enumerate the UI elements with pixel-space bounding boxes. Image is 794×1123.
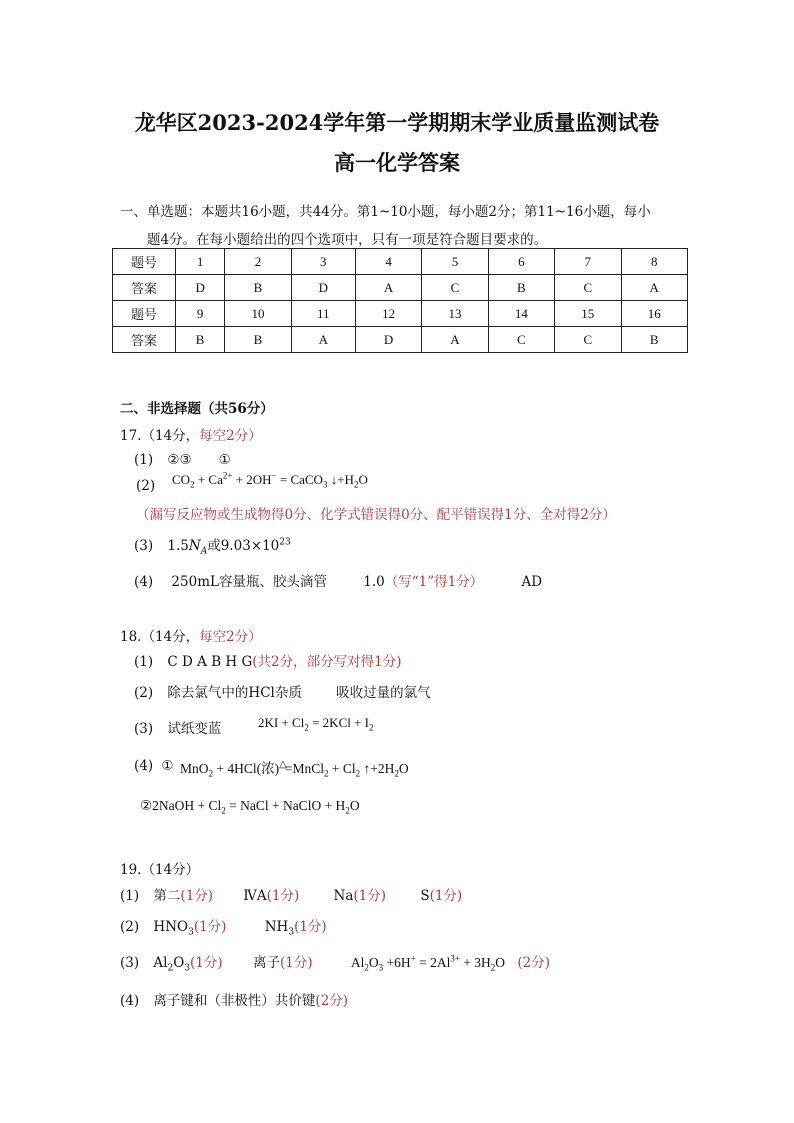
- table-cell: A: [422, 327, 488, 353]
- q19-item-3: [120, 951, 550, 974]
- score-note: (1分): [193, 919, 227, 935]
- table-cell: A: [291, 327, 355, 353]
- q18-score: 18.（14分，: [120, 629, 200, 645]
- item-number: (1): [120, 888, 140, 904]
- q17-item-2-number: (2): [136, 478, 156, 494]
- table-cell: 11: [291, 301, 355, 327]
- q18-answer-2a: 除去氯气中的HCl杂质: [167, 685, 302, 701]
- avogadro-subscript: A: [200, 546, 208, 557]
- row-label: 答案: [113, 275, 176, 301]
- item-number: (2): [134, 685, 154, 701]
- q18-answer-3a: 试纸变蓝: [167, 721, 222, 737]
- q17-answer-4-note: （写“1”得1分）: [384, 574, 484, 590]
- score-note: (2分): [315, 993, 349, 1009]
- table-cell: 2: [225, 249, 291, 275]
- table-row: [113, 327, 688, 353]
- q18-equation-3: 2NaOH + $Cl_2$ = NaCl + NaClO + $H_2O$: [152, 798, 360, 816]
- q17-exponent: 23: [279, 537, 291, 548]
- row-label: 题号: [113, 301, 176, 327]
- q18-equation-1: $2KI + Cl_2 = 2KCl + I_2$: [258, 715, 374, 733]
- table-row: [113, 301, 688, 327]
- q18-item-3: [134, 717, 221, 737]
- table-cell: 1: [176, 249, 225, 275]
- q17-header: [120, 424, 262, 444]
- q19-item-1: [120, 884, 462, 904]
- item-number: (1): [134, 654, 154, 670]
- q18-item-4: [134, 758, 174, 774]
- q19-answer-1d: S: [420, 888, 430, 904]
- score-note: (1分): [180, 888, 214, 904]
- q19-answer-1a: 第二: [153, 888, 181, 904]
- table-cell: 6: [488, 249, 554, 275]
- table-cell: C: [555, 275, 621, 301]
- q19-answer-3b: 离子: [252, 955, 280, 971]
- score-note: (1分): [266, 888, 300, 904]
- q17-item-4: [134, 570, 542, 590]
- table-cell: A: [355, 275, 421, 301]
- q19-answer-2a: $HNO_3$: [153, 919, 194, 938]
- table-cell: 13: [422, 301, 488, 327]
- table-cell: 12: [355, 301, 421, 327]
- answer-table: [112, 248, 688, 353]
- item-number: (3): [134, 721, 154, 737]
- score-note: (1分): [353, 888, 387, 904]
- table-cell: B: [225, 327, 291, 353]
- score-note: (1分): [279, 955, 313, 971]
- circled-two: ②: [140, 798, 153, 814]
- q17-score: 17.（14分，: [120, 428, 200, 444]
- q17-equation-1: $CO_2 + Ca^{2+} + 2OH^-$ = CaCO$_3$ $↓+H_2O$: [172, 470, 368, 490]
- table-cell: B: [621, 327, 688, 353]
- table-cell: C: [422, 275, 488, 301]
- q19-equation: $Al_2O_3 +6H^+ = 2Al^{3+} + 3H_2O$: [350, 953, 506, 973]
- table-cell: 4: [355, 249, 421, 275]
- item-number: (1): [134, 452, 154, 468]
- table-cell: B: [225, 275, 291, 301]
- q18-score-rule: 每空2分）: [199, 629, 262, 645]
- table-row: [113, 249, 688, 275]
- q19-header: 19.（14分）: [120, 862, 200, 878]
- table-cell: 3: [291, 249, 355, 275]
- item-number: (3): [120, 955, 140, 971]
- section1-heading-line1: 一、单选题：本题共16小题，共44分。第1~10小题，每小题2分；第11~16小题，每小: [120, 204, 651, 220]
- table-cell: C: [488, 327, 554, 353]
- row-label: 题号: [113, 249, 176, 275]
- table-cell: B: [488, 275, 554, 301]
- item-number: (4): [120, 993, 140, 1009]
- q18-equation-2: MnO$_2$ + 4HCl(浓)△=MnCl$_2$ + $Cl_2$ $↑+2H_2O$: [180, 759, 409, 779]
- q17-item-1: [134, 448, 231, 468]
- table-cell: C: [555, 327, 621, 353]
- table-cell: B: [176, 327, 225, 353]
- row-label: 答案: [113, 327, 176, 353]
- table-cell: D: [176, 275, 225, 301]
- q18-header: [120, 625, 262, 645]
- score-note: (1分): [429, 888, 463, 904]
- table-cell: 15: [555, 301, 621, 327]
- section2-heading: 二、非选择题（共56分）: [120, 401, 274, 417]
- table-cell: A: [621, 275, 688, 301]
- q18-item-2: [134, 681, 431, 701]
- title-line-2: 高一化学答案: [334, 150, 460, 175]
- q19-answer-3a: $Al_2O_3$: [153, 955, 191, 974]
- q18-answer-1-note: (共2分，部分写对得1分): [252, 654, 402, 670]
- q17-item-2-note: （漏写反应物或生成物得0分、化学式错误得0分、配平错误得1分、全对得2分）: [136, 507, 616, 523]
- q17-score-rule: 每空2分）: [199, 428, 262, 444]
- item-number: (3): [134, 538, 154, 554]
- q19-item-2: [120, 915, 327, 938]
- circled-one: ①: [161, 758, 174, 774]
- item-number: (4): [134, 574, 154, 590]
- q17-item-3: [134, 534, 291, 557]
- table-cell: 7: [555, 249, 621, 275]
- q19-answer-1c: Na: [333, 888, 354, 904]
- section1-heading-line2: 题4分。在每小题给出的四个选项中，只有一项是符合题目要求的。: [147, 232, 548, 248]
- q17-answer-3a: 1.5: [167, 538, 189, 554]
- avogadro-symbol: N: [188, 538, 201, 554]
- q19-answer-2b: $NH_3$: [264, 919, 295, 938]
- q19-item-4: [120, 989, 348, 1009]
- table-cell: 5: [422, 249, 488, 275]
- q19-answer-1b: ⅣA: [243, 888, 267, 904]
- table-cell: D: [355, 327, 421, 353]
- score-note: (1分): [190, 955, 223, 971]
- q18-item-4-2: [140, 798, 360, 814]
- item-number: (2): [120, 919, 140, 935]
- q18-item-1: [134, 650, 401, 670]
- table-cell: 16: [621, 301, 688, 327]
- table-cell: 14: [488, 301, 554, 327]
- table-cell: 9: [176, 301, 225, 327]
- score-note: (2分): [517, 955, 550, 971]
- q18-answer-1: C D A B H G: [167, 654, 253, 670]
- table-row: [113, 275, 688, 301]
- title-line-1: 龙华区2023-2024学年第一学期期末学业质量监测试卷: [134, 110, 660, 135]
- q17-answer-4a: 250mL容量瓶、胶头滴管: [171, 574, 327, 590]
- q17-answer-3b: 或9.03×10: [207, 538, 280, 554]
- q17-answer-1: ②③ ①: [167, 452, 231, 468]
- q17-answer-4b: 1.0: [363, 574, 385, 590]
- q19-answer-4: 离子键和（非极性）共价键: [153, 993, 316, 1009]
- item-number: (4): [134, 758, 154, 774]
- score-note: (1分): [294, 919, 327, 935]
- table-cell: 8: [621, 249, 688, 275]
- table-cell: 10: [225, 301, 291, 327]
- q17-answer-4c: AD: [521, 574, 543, 590]
- table-cell: D: [291, 275, 355, 301]
- q18-answer-2b: 吸收过量的氯气: [336, 685, 431, 701]
